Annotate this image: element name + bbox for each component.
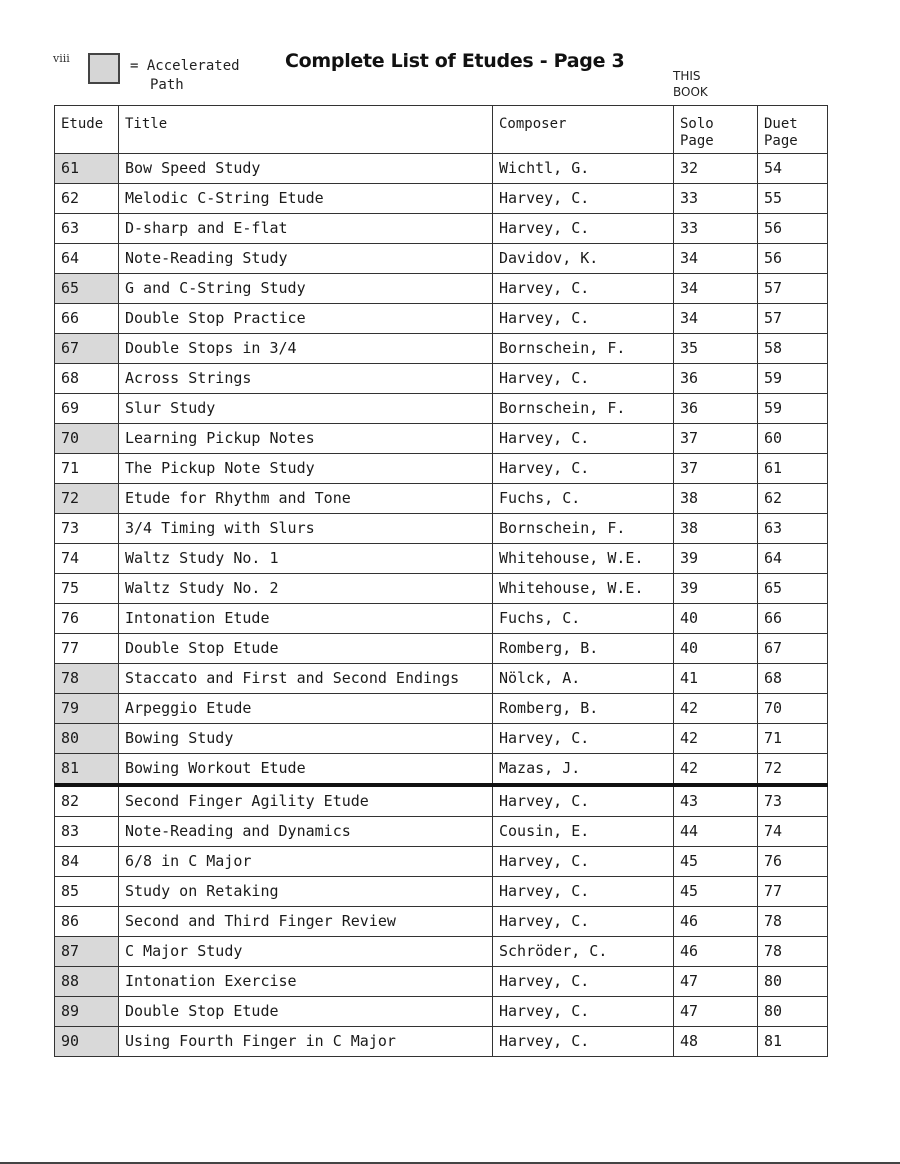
solo-page-cell: 42: [674, 724, 758, 754]
etude-title-cell: Etude for Rhythm and Tone: [119, 484, 493, 514]
etude-title-cell: Double Stop Etude: [119, 997, 493, 1027]
etude-title-cell: Double Stop Etude: [119, 634, 493, 664]
solo-page-cell: 37: [674, 454, 758, 484]
composer-cell: Harvey, C.: [493, 1027, 674, 1057]
duet-page-cell: 57: [758, 304, 828, 334]
etude-number-cell: 76: [55, 604, 119, 634]
solo-header-line-2: Page: [680, 133, 714, 149]
solo-page-cell: 38: [674, 514, 758, 544]
table-row: [55, 454, 828, 484]
etude-number-cell: 70: [55, 424, 119, 454]
duet-page-cell: 73: [758, 785, 828, 817]
composer-cell: Harvey, C.: [493, 454, 674, 484]
etude-title-cell: 6/8 in C Major: [119, 847, 493, 877]
etude-number-cell: 77: [55, 634, 119, 664]
duet-page-cell: 60: [758, 424, 828, 454]
table-row: [55, 694, 828, 724]
composer-cell: Cousin, E.: [493, 817, 674, 847]
solo-page-cell: 48: [674, 1027, 758, 1057]
legend-line-2: Path: [150, 77, 184, 93]
composer-cell: Harvey, C.: [493, 847, 674, 877]
etude-title-cell: Slur Study: [119, 394, 493, 424]
duet-page-cell: 68: [758, 664, 828, 694]
etude-number-cell: 87: [55, 937, 119, 967]
etude-number-cell: 80: [55, 724, 119, 754]
table-row: [55, 817, 828, 847]
etude-title-cell: Note-Reading Study: [119, 244, 493, 274]
etude-title-cell: Double Stops in 3/4: [119, 334, 493, 364]
table-row: [55, 754, 828, 786]
solo-page-cell: 36: [674, 364, 758, 394]
column-header-etude: Etude: [55, 106, 119, 154]
column-header-duet-page: [758, 106, 828, 154]
composer-cell: Mazas, J.: [493, 754, 674, 786]
composer-cell: Harvey, C.: [493, 785, 674, 817]
etude-title-cell: Melodic C-String Etude: [119, 184, 493, 214]
duet-page-cell: 67: [758, 634, 828, 664]
table-row: [55, 967, 828, 997]
etude-title-cell: Second Finger Agility Etude: [119, 785, 493, 817]
duet-page-cell: 70: [758, 694, 828, 724]
column-header-solo-page: [674, 106, 758, 154]
table-row: [55, 1027, 828, 1057]
duet-page-cell: 62: [758, 484, 828, 514]
etude-number-cell: 90: [55, 1027, 119, 1057]
composer-cell: Bornschein, F.: [493, 334, 674, 364]
solo-page-cell: 42: [674, 754, 758, 786]
etude-number-cell: 86: [55, 907, 119, 937]
solo-page-cell: 39: [674, 544, 758, 574]
duet-page-cell: 58: [758, 334, 828, 364]
table-row: [55, 785, 828, 817]
solo-page-cell: 39: [674, 574, 758, 604]
etude-number-cell: 72: [55, 484, 119, 514]
etude-number-cell: 66: [55, 304, 119, 334]
etude-number-cell: 73: [55, 514, 119, 544]
duet-page-cell: 76: [758, 847, 828, 877]
solo-page-cell: 47: [674, 967, 758, 997]
this-book-line-1: THIS: [673, 69, 701, 83]
column-header-title: Title: [119, 106, 493, 154]
etude-number-cell: 67: [55, 334, 119, 364]
duet-page-cell: 59: [758, 394, 828, 424]
composer-cell: Harvey, C.: [493, 274, 674, 304]
composer-cell: Wichtl, G.: [493, 154, 674, 184]
etude-title-cell: 3/4 Timing with Slurs: [119, 514, 493, 544]
table-row: [55, 544, 828, 574]
accelerated-legend-swatch: [88, 53, 120, 84]
table-row: [55, 514, 828, 544]
duet-page-cell: 65: [758, 574, 828, 604]
composer-cell: Whitehouse, W.E.: [493, 544, 674, 574]
composer-cell: Harvey, C.: [493, 724, 674, 754]
table-header-row: [55, 106, 828, 154]
etude-title-cell: Second and Third Finger Review: [119, 907, 493, 937]
etude-title-cell: Arpeggio Etude: [119, 694, 493, 724]
composer-cell: Fuchs, C.: [493, 484, 674, 514]
solo-page-cell: 44: [674, 817, 758, 847]
this-book-line-2: BOOK: [673, 85, 708, 99]
duet-page-cell: 78: [758, 937, 828, 967]
duet-page-cell: 80: [758, 967, 828, 997]
etude-number-cell: 68: [55, 364, 119, 394]
table-row: [55, 847, 828, 877]
etude-number-cell: 79: [55, 694, 119, 724]
etude-number-cell: 65: [55, 274, 119, 304]
etude-number-cell: 83: [55, 817, 119, 847]
solo-page-cell: 46: [674, 937, 758, 967]
solo-page-cell: 37: [674, 424, 758, 454]
table-row: [55, 304, 828, 334]
etude-number-cell: 69: [55, 394, 119, 424]
table-row: [55, 877, 828, 907]
table-row: [55, 574, 828, 604]
table-row: [55, 424, 828, 454]
composer-cell: Harvey, C.: [493, 424, 674, 454]
table-row: [55, 664, 828, 694]
solo-page-cell: 40: [674, 634, 758, 664]
etude-title-cell: Intonation Etude: [119, 604, 493, 634]
solo-page-cell: 43: [674, 785, 758, 817]
table-row: [55, 394, 828, 424]
table-row: [55, 364, 828, 394]
etude-number-cell: 63: [55, 214, 119, 244]
duet-page-cell: 74: [758, 817, 828, 847]
solo-page-cell: 34: [674, 304, 758, 334]
duet-page-cell: 63: [758, 514, 828, 544]
duet-page-cell: 64: [758, 544, 828, 574]
composer-cell: Harvey, C.: [493, 214, 674, 244]
etude-number-cell: 74: [55, 544, 119, 574]
solo-page-cell: 36: [674, 394, 758, 424]
etude-title-cell: Waltz Study No. 1: [119, 544, 493, 574]
etude-number-cell: 62: [55, 184, 119, 214]
duet-header-line-2: Page: [764, 133, 798, 149]
etude-title-cell: D-sharp and E-flat: [119, 214, 493, 244]
duet-page-cell: 56: [758, 214, 828, 244]
etude-number-cell: 75: [55, 574, 119, 604]
solo-page-cell: 41: [674, 664, 758, 694]
table-row: [55, 997, 828, 1027]
etude-title-cell: Bowing Workout Etude: [119, 754, 493, 786]
table-row: [55, 184, 828, 214]
duet-page-cell: 77: [758, 877, 828, 907]
table-row: [55, 484, 828, 514]
solo-page-cell: 33: [674, 184, 758, 214]
composer-cell: Romberg, B.: [493, 694, 674, 724]
etude-title-cell: Double Stop Practice: [119, 304, 493, 334]
etude-number-cell: 64: [55, 244, 119, 274]
etude-number-cell: 85: [55, 877, 119, 907]
etude-number-cell: 78: [55, 664, 119, 694]
solo-page-cell: 35: [674, 334, 758, 364]
etude-number-cell: 82: [55, 785, 119, 817]
composer-cell: Harvey, C.: [493, 364, 674, 394]
duet-page-cell: 66: [758, 604, 828, 634]
etude-title-cell: G and C-String Study: [119, 274, 493, 304]
etudes-table: [54, 105, 828, 1057]
etude-number-cell: 61: [55, 154, 119, 184]
accelerated-legend-label: [130, 57, 260, 95]
composer-cell: Nölck, A.: [493, 664, 674, 694]
etude-title-cell: Study on Retaking: [119, 877, 493, 907]
composer-cell: Whitehouse, W.E.: [493, 574, 674, 604]
table-row: [55, 334, 828, 364]
etude-title-cell: Bow Speed Study: [119, 154, 493, 184]
etude-number-cell: 89: [55, 997, 119, 1027]
etude-title-cell: C Major Study: [119, 937, 493, 967]
composer-cell: Harvey, C.: [493, 997, 674, 1027]
etude-title-cell: Note-Reading and Dynamics: [119, 817, 493, 847]
this-book-label: [673, 68, 733, 100]
duet-page-cell: 71: [758, 724, 828, 754]
solo-page-cell: 38: [674, 484, 758, 514]
etude-number-cell: 84: [55, 847, 119, 877]
table-row: [55, 634, 828, 664]
legend-line-1: = Accelerated: [130, 58, 240, 74]
duet-page-cell: 81: [758, 1027, 828, 1057]
duet-page-cell: 61: [758, 454, 828, 484]
duet-page-cell: 55: [758, 184, 828, 214]
etude-title-cell: Waltz Study No. 2: [119, 574, 493, 604]
solo-page-cell: 45: [674, 847, 758, 877]
etude-number-cell: 81: [55, 754, 119, 786]
duet-page-cell: 54: [758, 154, 828, 184]
etude-title-cell: The Pickup Note Study: [119, 454, 493, 484]
composer-cell: Bornschein, F.: [493, 514, 674, 544]
table-row: [55, 154, 828, 184]
composer-cell: Harvey, C.: [493, 907, 674, 937]
duet-page-cell: 78: [758, 907, 828, 937]
duet-header-line-1: Duet: [764, 116, 798, 132]
table-row: [55, 214, 828, 244]
table-row: [55, 604, 828, 634]
solo-page-cell: 42: [674, 694, 758, 724]
solo-page-cell: 47: [674, 997, 758, 1027]
composer-cell: Harvey, C.: [493, 184, 674, 214]
composer-cell: Romberg, B.: [493, 634, 674, 664]
composer-cell: Fuchs, C.: [493, 604, 674, 634]
duet-page-cell: 80: [758, 997, 828, 1027]
duet-page-cell: 72: [758, 754, 828, 786]
composer-cell: Harvey, C.: [493, 304, 674, 334]
page-number: viii: [53, 52, 70, 65]
column-header-composer: Composer: [493, 106, 674, 154]
duet-page-cell: 59: [758, 364, 828, 394]
solo-page-cell: 46: [674, 907, 758, 937]
page-title: Complete List of Etudes - Page 3: [285, 50, 625, 72]
etude-number-cell: 71: [55, 454, 119, 484]
solo-page-cell: 45: [674, 877, 758, 907]
solo-page-cell: 32: [674, 154, 758, 184]
etude-title-cell: Learning Pickup Notes: [119, 424, 493, 454]
etude-title-cell: Across Strings: [119, 364, 493, 394]
table-row: [55, 724, 828, 754]
duet-page-cell: 56: [758, 244, 828, 274]
etude-title-cell: Using Fourth Finger in C Major: [119, 1027, 493, 1057]
table-row: [55, 937, 828, 967]
composer-cell: Bornschein, F.: [493, 394, 674, 424]
etude-title-cell: Bowing Study: [119, 724, 493, 754]
composer-cell: Harvey, C.: [493, 877, 674, 907]
etude-number-cell: 88: [55, 967, 119, 997]
solo-page-cell: 40: [674, 604, 758, 634]
etude-title-cell: Intonation Exercise: [119, 967, 493, 997]
composer-cell: Schröder, C.: [493, 937, 674, 967]
duet-page-cell: 57: [758, 274, 828, 304]
solo-header-line-1: Solo: [680, 116, 714, 132]
table-row: [55, 244, 828, 274]
solo-page-cell: 34: [674, 274, 758, 304]
etude-title-cell: Staccato and First and Second Endings: [119, 664, 493, 694]
solo-page-cell: 34: [674, 244, 758, 274]
solo-page-cell: 33: [674, 214, 758, 244]
composer-cell: Harvey, C.: [493, 967, 674, 997]
table-row: [55, 274, 828, 304]
table-row: [55, 907, 828, 937]
composer-cell: Davidov, K.: [493, 244, 674, 274]
